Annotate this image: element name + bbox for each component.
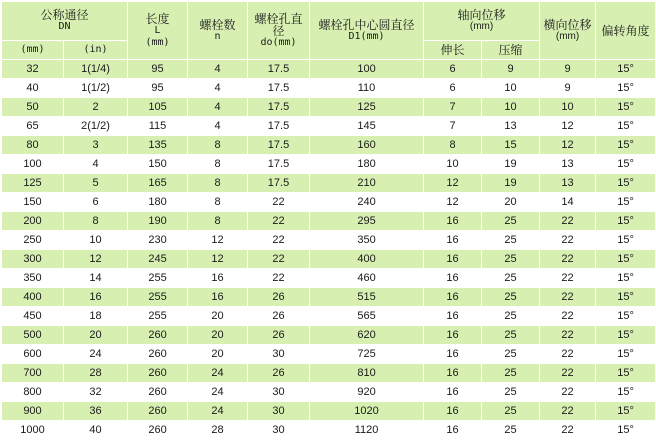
cell-dn-in: 20 [64, 326, 128, 345]
cell-bolt-hole-diameter: 30 [248, 421, 310, 440]
cell-axial-extension: 16 [424, 307, 482, 326]
header-axial-compression: 压缩 [482, 41, 540, 60]
cell-bolt-circle-diameter: 295 [310, 212, 424, 231]
cell-axial-extension: 16 [424, 421, 482, 440]
cell-bolt-hole-diameter: 22 [248, 193, 310, 212]
cell-bolt-hole-diameter: 22 [248, 250, 310, 269]
cell-bolt-count: 4 [188, 98, 248, 117]
cell-dn-in: 28 [64, 364, 128, 383]
cell-axial-compression: 19 [482, 155, 540, 174]
cell-length: 135 [128, 136, 188, 155]
cell-axial-extension: 16 [424, 402, 482, 421]
cell-angular-deflection: 15° [596, 383, 656, 402]
cell-dn-in: 2 [64, 98, 128, 117]
cell-angular-deflection: 15° [596, 345, 656, 364]
cell-angular-deflection: 15° [596, 269, 656, 288]
cell-dn-mm: 65 [2, 117, 64, 136]
cell-lateral-displacement: 12 [540, 117, 596, 136]
cell-length: 150 [128, 155, 188, 174]
cell-dn-mm: 250 [2, 231, 64, 250]
cell-axial-extension: 16 [424, 288, 482, 307]
cell-bolt-circle-diameter: 240 [310, 193, 424, 212]
cell-axial-compression: 25 [482, 307, 540, 326]
cell-axial-compression: 25 [482, 288, 540, 307]
cell-bolt-hole-diameter: 26 [248, 307, 310, 326]
cell-lateral-displacement: 22 [540, 212, 596, 231]
cell-dn-in: 12 [64, 250, 128, 269]
cell-angular-deflection: 15° [596, 421, 656, 440]
cell-lateral-displacement: 10 [540, 98, 596, 117]
cell-dn-in: 16 [64, 288, 128, 307]
table-row [2, 155, 656, 174]
cell-bolt-hole-diameter: 17.5 [248, 136, 310, 155]
cell-bolt-count: 4 [188, 117, 248, 136]
expansion-joint-spec-table [1, 1, 656, 440]
cell-axial-extension: 16 [424, 326, 482, 345]
header-bolt-hole-symbol: do(mm) [260, 36, 297, 48]
cell-axial-compression: 19 [482, 174, 540, 193]
cell-length: 255 [128, 307, 188, 326]
header-nominal-diameter-symbol: DN [58, 21, 71, 32]
cell-bolt-hole-diameter: 17.5 [248, 60, 310, 79]
cell-dn-mm: 500 [2, 326, 64, 345]
cell-lateral-displacement: 22 [540, 269, 596, 288]
cell-lateral-displacement: 22 [540, 288, 596, 307]
cell-axial-extension: 8 [424, 136, 482, 155]
cell-angular-deflection: 15° [596, 155, 656, 174]
header-length-label: 长度 [145, 11, 170, 26]
cell-axial-extension: 16 [424, 269, 482, 288]
cell-angular-deflection: 15° [596, 402, 656, 421]
cell-lateral-displacement: 22 [540, 345, 596, 364]
cell-dn-in: 36 [64, 402, 128, 421]
table-row [2, 79, 656, 98]
cell-angular-deflection: 15° [596, 79, 656, 98]
table-row [2, 326, 656, 345]
cell-length: 245 [128, 250, 188, 269]
cell-bolt-hole-diameter: 17.5 [248, 117, 310, 136]
cell-axial-compression: 25 [482, 326, 540, 345]
cell-bolt-circle-diameter: 160 [310, 136, 424, 155]
cell-bolt-circle-diameter: 620 [310, 326, 424, 345]
cell-length: 95 [128, 79, 188, 98]
header-lateral-displacement [540, 2, 596, 60]
table-row [2, 402, 656, 421]
cell-lateral-displacement: 22 [540, 421, 596, 440]
cell-axial-compression: 10 [482, 79, 540, 98]
cell-dn-in: 1(1/2) [64, 79, 128, 98]
header-bolt-count [188, 2, 248, 60]
header-bolt-hole-label-1: 螺栓孔直 [254, 11, 303, 26]
cell-bolt-hole-diameter: 17.5 [248, 79, 310, 98]
cell-dn-in: 1(1/4) [64, 60, 128, 79]
header-unit-in: (in) [64, 41, 128, 60]
cell-bolt-hole-diameter: 30 [248, 383, 310, 402]
cell-lateral-displacement: 22 [540, 326, 596, 345]
cell-dn-in: 8 [64, 212, 128, 231]
table-row [2, 174, 656, 193]
cell-dn-in: 24 [64, 345, 128, 364]
header-length-unit: (mm) [145, 36, 170, 48]
cell-axial-compression: 25 [482, 212, 540, 231]
cell-dn-in: 10 [64, 231, 128, 250]
header-bolt-circle-diameter [310, 2, 424, 60]
cell-axial-extension: 12 [424, 174, 482, 193]
cell-lateral-displacement: 13 [540, 155, 596, 174]
header-nominal-diameter [2, 2, 128, 41]
table-header [2, 2, 656, 60]
cell-bolt-count: 8 [188, 174, 248, 193]
cell-lateral-displacement: 13 [540, 174, 596, 193]
table-row [2, 364, 656, 383]
cell-axial-extension: 16 [424, 231, 482, 250]
cell-bolt-count: 12 [188, 250, 248, 269]
cell-length: 165 [128, 174, 188, 193]
cell-axial-compression: 25 [482, 250, 540, 269]
cell-length: 105 [128, 98, 188, 117]
cell-bolt-count: 24 [188, 364, 248, 383]
cell-bolt-hole-diameter: 22 [248, 212, 310, 231]
table-row [2, 212, 656, 231]
cell-dn-in: 40 [64, 421, 128, 440]
table-row [2, 193, 656, 212]
cell-length: 260 [128, 421, 188, 440]
header-bolt-count-symbol: n [214, 30, 221, 42]
cell-axial-extension: 6 [424, 60, 482, 79]
cell-bolt-count: 12 [188, 231, 248, 250]
cell-bolt-count: 20 [188, 326, 248, 345]
cell-bolt-count: 28 [188, 421, 248, 440]
cell-lateral-displacement: 14 [540, 193, 596, 212]
cell-angular-deflection: 15° [596, 326, 656, 345]
cell-length: 260 [128, 345, 188, 364]
header-lateral-label: 横向位移 [543, 17, 592, 32]
cell-axial-compression: 25 [482, 402, 540, 421]
cell-bolt-circle-diameter: 1120 [310, 421, 424, 440]
cell-bolt-hole-diameter: 30 [248, 345, 310, 364]
cell-axial-compression: 25 [482, 383, 540, 402]
table-row [2, 383, 656, 402]
cell-lateral-displacement: 9 [540, 79, 596, 98]
table-row [2, 60, 656, 79]
cell-bolt-count: 8 [188, 155, 248, 174]
header-axial-extension: 伸长 [424, 41, 482, 60]
header-bolt-hole-diameter [248, 2, 310, 60]
cell-dn-mm: 900 [2, 402, 64, 421]
cell-bolt-count: 8 [188, 193, 248, 212]
cell-bolt-count: 16 [188, 269, 248, 288]
cell-bolt-hole-diameter: 26 [248, 364, 310, 383]
cell-angular-deflection: 15° [596, 212, 656, 231]
cell-bolt-circle-diameter: 210 [310, 174, 424, 193]
cell-lateral-displacement: 9 [540, 60, 596, 79]
cell-dn-in: 5 [64, 174, 128, 193]
cell-lateral-displacement: 22 [540, 383, 596, 402]
cell-axial-compression: 9 [482, 60, 540, 79]
cell-lateral-displacement: 12 [540, 136, 596, 155]
cell-axial-compression: 15 [482, 136, 540, 155]
cell-dn-mm: 80 [2, 136, 64, 155]
cell-dn-in: 6 [64, 193, 128, 212]
cell-dn-mm: 700 [2, 364, 64, 383]
cell-dn-mm: 600 [2, 345, 64, 364]
cell-bolt-count: 24 [188, 383, 248, 402]
cell-axial-extension: 16 [424, 345, 482, 364]
cell-bolt-hole-diameter: 26 [248, 288, 310, 307]
table-body [2, 60, 656, 440]
cell-dn-in: 14 [64, 269, 128, 288]
cell-dn-in: 2(1/2) [64, 117, 128, 136]
header-length [128, 2, 188, 60]
cell-bolt-circle-diameter: 725 [310, 345, 424, 364]
cell-dn-mm: 400 [2, 288, 64, 307]
cell-length: 115 [128, 117, 188, 136]
cell-axial-extension: 16 [424, 383, 482, 402]
cell-dn-mm: 800 [2, 383, 64, 402]
cell-dn-mm: 40 [2, 79, 64, 98]
cell-angular-deflection: 15° [596, 288, 656, 307]
cell-length: 260 [128, 383, 188, 402]
cell-axial-compression: 25 [482, 231, 540, 250]
cell-dn-in: 4 [64, 155, 128, 174]
cell-axial-extension: 10 [424, 155, 482, 174]
cell-bolt-circle-diameter: 460 [310, 269, 424, 288]
table-row [2, 98, 656, 117]
cell-bolt-hole-diameter: 22 [248, 269, 310, 288]
cell-length: 260 [128, 326, 188, 345]
cell-bolt-circle-diameter: 1020 [310, 402, 424, 421]
cell-bolt-hole-diameter: 17.5 [248, 155, 310, 174]
header-nominal-diameter-label: 公称通径 [40, 8, 89, 22]
cell-length: 260 [128, 364, 188, 383]
header-bolt-hole-label-2: 径 [272, 23, 285, 38]
cell-axial-extension: 6 [424, 79, 482, 98]
cell-axial-compression: 13 [482, 117, 540, 136]
cell-bolt-hole-diameter: 26 [248, 326, 310, 345]
cell-dn-in: 3 [64, 136, 128, 155]
cell-bolt-hole-diameter: 22 [248, 231, 310, 250]
table-row [2, 231, 656, 250]
header-bolt-circle-symbol: D1(mm) [348, 30, 385, 42]
cell-axial-compression: 20 [482, 193, 540, 212]
cell-axial-extension: 16 [424, 364, 482, 383]
cell-dn-mm: 450 [2, 307, 64, 326]
table-row [2, 269, 656, 288]
table-row [2, 288, 656, 307]
cell-bolt-count: 16 [188, 288, 248, 307]
cell-bolt-hole-diameter: 17.5 [248, 98, 310, 117]
cell-lateral-displacement: 22 [540, 402, 596, 421]
cell-angular-deflection: 15° [596, 307, 656, 326]
cell-dn-mm: 125 [2, 174, 64, 193]
header-axial-label: 轴向位移 [457, 8, 506, 22]
cell-axial-compression: 10 [482, 98, 540, 117]
cell-bolt-circle-diameter: 100 [310, 60, 424, 79]
cell-dn-mm: 50 [2, 98, 64, 117]
cell-bolt-count: 4 [188, 60, 248, 79]
cell-bolt-circle-diameter: 515 [310, 288, 424, 307]
cell-length: 95 [128, 60, 188, 79]
cell-dn-mm: 150 [2, 193, 64, 212]
cell-dn-mm: 300 [2, 250, 64, 269]
cell-angular-deflection: 15° [596, 136, 656, 155]
cell-axial-compression: 25 [482, 364, 540, 383]
cell-lateral-displacement: 22 [540, 307, 596, 326]
cell-bolt-count: 4 [188, 79, 248, 98]
header-lateral-unit: (mm) [555, 30, 580, 42]
header-axial-unit: (mm) [469, 21, 494, 32]
cell-dn-mm: 32 [2, 60, 64, 79]
cell-length: 190 [128, 212, 188, 231]
header-unit-mm: (mm) [2, 41, 64, 60]
cell-angular-deflection: 15° [596, 250, 656, 269]
header-angular-label: 偏转角度 [601, 23, 650, 38]
cell-axial-compression: 25 [482, 421, 540, 440]
table-row [2, 307, 656, 326]
cell-bolt-circle-diameter: 350 [310, 231, 424, 250]
cell-axial-compression: 25 [482, 345, 540, 364]
cell-axial-extension: 7 [424, 117, 482, 136]
cell-length: 255 [128, 288, 188, 307]
cell-angular-deflection: 15° [596, 193, 656, 212]
cell-dn-mm: 100 [2, 155, 64, 174]
cell-bolt-circle-diameter: 125 [310, 98, 424, 117]
header-angular-deflection [596, 2, 656, 60]
header-length-symbol: L [154, 24, 161, 36]
cell-dn-mm: 350 [2, 269, 64, 288]
header-bolt-count-label: 螺栓数 [199, 17, 236, 32]
cell-dn-in: 18 [64, 307, 128, 326]
cell-bolt-count: 8 [188, 136, 248, 155]
cell-bolt-circle-diameter: 110 [310, 79, 424, 98]
cell-length: 255 [128, 269, 188, 288]
cell-bolt-circle-diameter: 180 [310, 155, 424, 174]
header-axial-displacement [424, 2, 540, 41]
cell-angular-deflection: 15° [596, 98, 656, 117]
cell-angular-deflection: 15° [596, 364, 656, 383]
cell-bolt-circle-diameter: 565 [310, 307, 424, 326]
table-row [2, 421, 656, 440]
cell-bolt-circle-diameter: 810 [310, 364, 424, 383]
cell-length: 180 [128, 193, 188, 212]
cell-lateral-displacement: 22 [540, 364, 596, 383]
cell-dn-mm: 1000 [2, 421, 64, 440]
cell-bolt-circle-diameter: 920 [310, 383, 424, 402]
cell-bolt-count: 20 [188, 345, 248, 364]
cell-axial-compression: 25 [482, 269, 540, 288]
cell-bolt-hole-diameter: 17.5 [248, 174, 310, 193]
cell-angular-deflection: 15° [596, 231, 656, 250]
table-row [2, 250, 656, 269]
cell-length: 230 [128, 231, 188, 250]
cell-lateral-displacement: 22 [540, 250, 596, 269]
cell-bolt-count: 20 [188, 307, 248, 326]
cell-bolt-count: 8 [188, 212, 248, 231]
cell-bolt-circle-diameter: 400 [310, 250, 424, 269]
cell-lateral-displacement: 22 [540, 231, 596, 250]
table-row [2, 136, 656, 155]
table-row [2, 345, 656, 364]
cell-angular-deflection: 15° [596, 60, 656, 79]
cell-axial-extension: 7 [424, 98, 482, 117]
cell-axial-extension: 12 [424, 193, 482, 212]
cell-angular-deflection: 15° [596, 174, 656, 193]
cell-angular-deflection: 15° [596, 117, 656, 136]
cell-axial-extension: 16 [424, 250, 482, 269]
cell-axial-extension: 16 [424, 212, 482, 231]
cell-bolt-hole-diameter: 30 [248, 402, 310, 421]
cell-bolt-count: 24 [188, 402, 248, 421]
cell-dn-in: 32 [64, 383, 128, 402]
cell-bolt-circle-diameter: 145 [310, 117, 424, 136]
cell-length: 260 [128, 402, 188, 421]
header-bolt-circle-label: 螺栓孔中心圆直径 [318, 17, 415, 32]
table-row [2, 117, 656, 136]
cell-dn-mm: 200 [2, 212, 64, 231]
